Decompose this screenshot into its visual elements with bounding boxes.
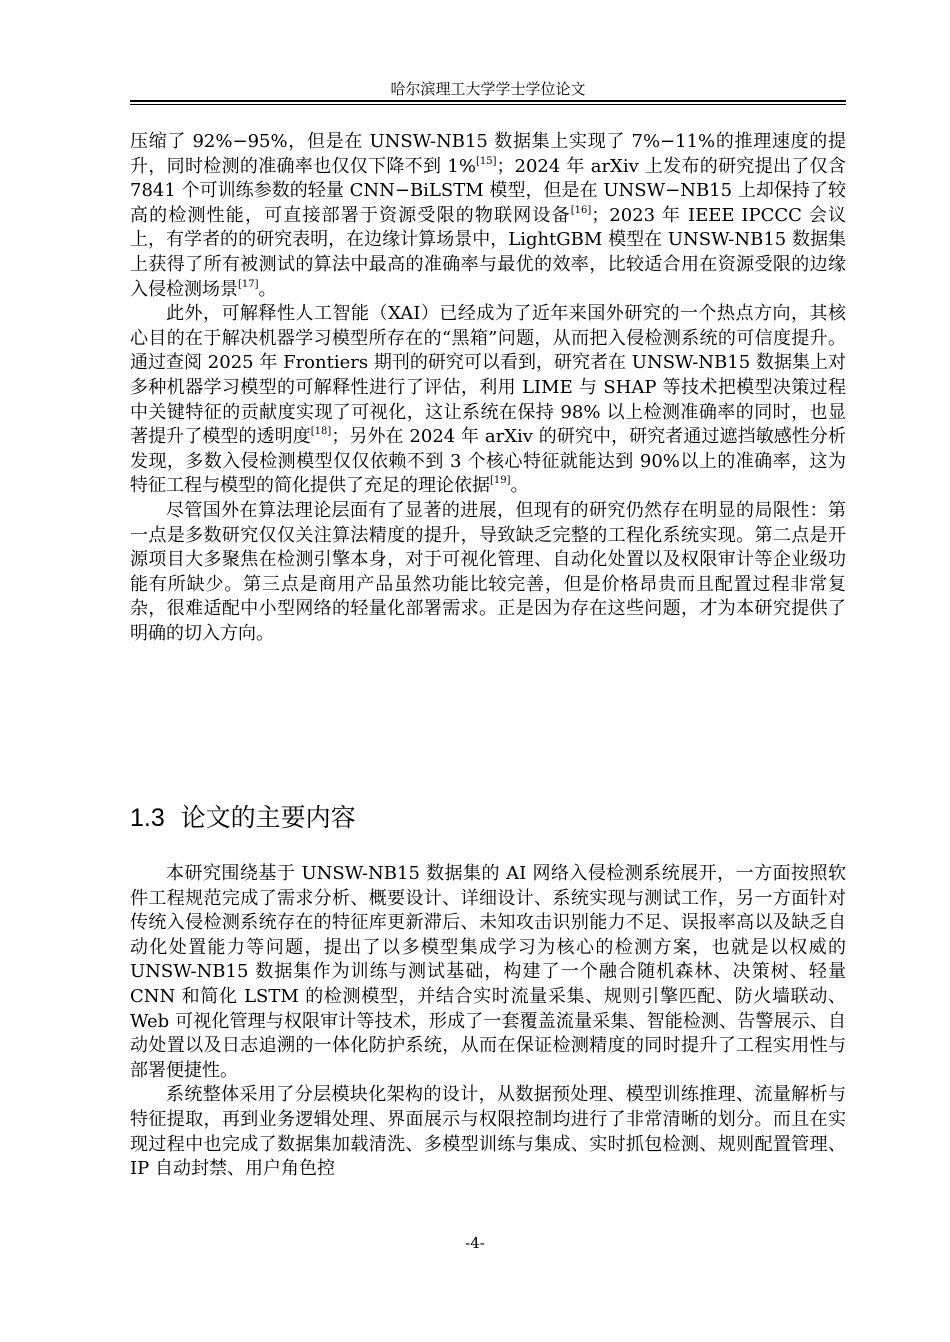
body-text-lower [130, 862, 846, 1182]
paragraph [130, 302, 846, 499]
text-run: 。 [258, 278, 277, 300]
paragraph: 系统整体采用了分层模块化架构的设计，从数据预处理、模型训练推理、流量解析与特征提取，再到业务逻辑处理、界面展示与权限控制均进行了非常清晰的划分。而且在实现过程中也完成了数据集加载清洗、多模型训练与集成、实时抓包检测、规则配置管理、IP 自动封禁、用户角色控 [130, 1084, 846, 1180]
body-text-upper [130, 130, 846, 646]
page-number: -4- [465, 1234, 485, 1252]
paragraph: 本研究围绕基于 UNSW-NB15 数据集的 AI 网络入侵检测系统展开，一方面按照软件工程规范完成了需求分析、概要设计、详细设计、系统实现与测试工作，另一方面针对传统入侵检测系统存在的特征库更新滞后、未知攻击识别能力不足、误报率高以及缺乏自动化处置能力等问题，提出了以多模型集成学习为核心的检测方案，也就是以权威的 UNSW-NB15 数据集作为训练与测试基础，构建了一个融合随机森林、决策树、轻量 CNN 和简化 LSTM 的检测模型，并结合实时流量采集、规则引擎匹配、防火墙联动、Web 可视化管理与权限审计等技术，形成了一套覆盖流量采集、智能检测、告警展示、自动处置以及日志追溯的一体化防护系统，从而在保证检测精度的同时提升了工程实用性与部署便捷性。 [130, 863, 846, 1081]
header-rule-thin [130, 104, 846, 105]
text-run: 尽管国外在算法理论层面有了显著的进展，但现有的研究仍然存在明显的局限性：第一点是多数研究仅仅关注算法精度的提升，导致缺乏完整的工程化系统实现。第二点是开源项目大多聚焦在检测引擎本身，对于可视化管理、自动化处置以及权限审计等企业级功能有所缺少。第三点是商用产品虽然功能比较完善，但是价格昂贵而且配置过程非常复杂，很难适配中小型网络的轻量化部署需求。正是因为存在这些问题，才为本研究提供了明确的切入方向。 [130, 499, 846, 644]
citation-ref: [16] [570, 204, 592, 216]
citation-ref: [17] [238, 278, 259, 290]
citation-ref: [15] [475, 155, 497, 167]
running-header: 哈尔滨理工大学学士学位论文 [390, 80, 586, 98]
citation-ref: [19] [490, 475, 511, 487]
header-rule-thick [130, 100, 846, 102]
section-heading [130, 803, 356, 833]
text-run: ；另外在 2024 年 arXiv 的研究中，研究者通过遮挡敏感性分析发现，多数入侵检测模型仅仅依赖不到 3 个核心特征就能达到 90%以上的准确率，这为特征工程与模型的简化提供了充足的理论依据 [130, 426, 847, 497]
text-run: 压缩了 92%−95%，但是在 UNSW-NB15 数据集上实现了 7%−11%的推理速度的提升，同时检测的准确率也仅仅下降不到 1% [130, 131, 846, 177]
text-run: 此外，可解释性人工智能（XAI）已经成为了近年来国外研究的一个热点方向，其核心目的在于解决机器学习模型所存在的“黑箱”问题，从而把入侵检测系统的可信度提升。通过查阅 2025 年 Frontiers 期刊的研究可以看到，研究者在 UNSW-NB15 数据集上对多种机器学习模型的可解释性进行了评估，利用 LIME 与 SHAP 等技术把模型决策过程中关键特征的贡献度实现了可视化，这让系统在保持 98% 以上检测准确率的同时，也显著提升了模型的透明度 [130, 303, 846, 448]
text-run: ；2023 年 IEEE IPCCC 会议上，有学者的的研究表明，在边缘计算场景中，LightGBM 模型在 UNSW-NB15 数据集上获得了所有被测试的算法中最高的准确率与最优的效率，比较适合用在资源受限的边缘入侵检测场景 [130, 204, 847, 300]
text-run: ；2024 年 arXiv 上发布的研究提出了仅含 7841 个可训练参数的轻量 CNN−BiLSTM 模型，但是在 UNSW−NB15 上却保持了较高的检测性能，可直接部署于资源受限的物联网设备 [130, 155, 846, 226]
section-number: 1.3 [130, 804, 165, 832]
citation-ref: [18] [310, 426, 332, 438]
text-run: 。 [510, 475, 529, 497]
paragraph [130, 130, 846, 302]
section-title: 论文的主要内容 [180, 803, 356, 832]
paragraph [130, 499, 846, 647]
